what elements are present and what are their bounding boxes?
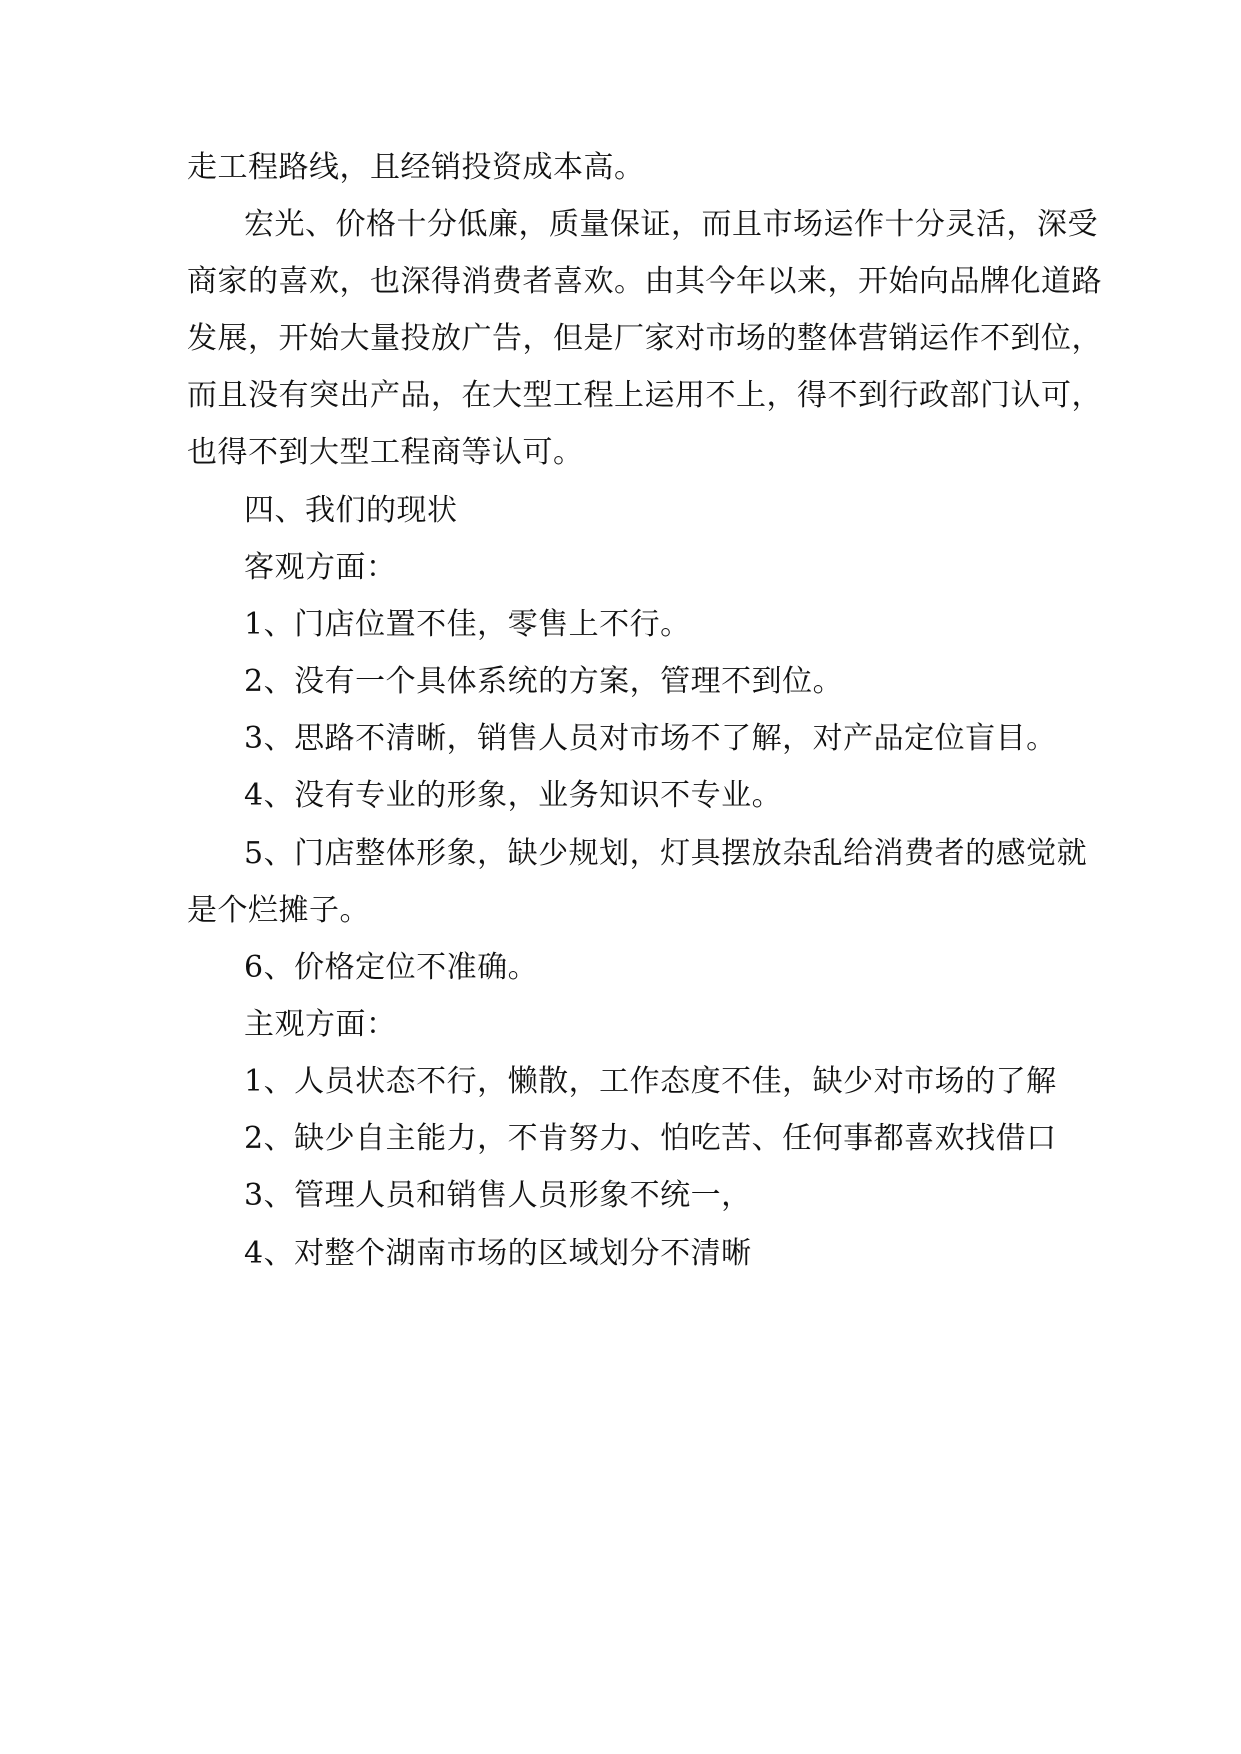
list-item: 1、门店位置不佳，零售上不行。 xyxy=(244,607,691,642)
list-item: 4、对整个湖南市场的区域划分不清晰 xyxy=(244,1236,752,1271)
paragraph-line: 商家的喜欢，也深得消费者喜欢。由其今年以来，开始向品牌化道路 xyxy=(187,264,1102,299)
list-item: 6、价格定位不准确。 xyxy=(244,950,539,985)
section-heading: 四、我们的现状 xyxy=(244,493,458,528)
list-item: 4、没有专业的形象，业务知识不专业。 xyxy=(244,778,783,813)
subsection-heading: 主观方面： xyxy=(244,1007,397,1042)
paragraph-line: 宏光、价格十分低廉，质量保证，而且市场运作十分灵活，深受 xyxy=(244,207,1098,242)
paragraph-line: 也得不到大型工程商等认可。 xyxy=(187,435,584,470)
list-item: 1、人员状态不行，懒散，工作态度不佳，缺少对市场的了解 xyxy=(244,1064,1057,1099)
list-item: 2、没有一个具体系统的方案，管理不到位。 xyxy=(244,664,844,699)
subsection-heading: 客观方面： xyxy=(244,550,397,585)
paragraph-line: 而且没有突出产品，在大型工程上运用不上，得不到行政部门认可， xyxy=(187,378,1102,413)
paragraph-line: 走工程路线，且经销投资成本高。 xyxy=(187,150,645,185)
list-item: 2、缺少自主能力，不肯努力、怕吃苦、任何事都喜欢找借口 xyxy=(244,1121,1057,1156)
list-item: 3、管理人员和销售人员形象不统一， xyxy=(244,1178,752,1213)
list-item-continuation: 是个烂摊子。 xyxy=(187,893,370,928)
list-item: 5、门店整体形象，缺少规划，灯具摆放杂乱给消费者的感觉就 xyxy=(244,836,1088,871)
list-item: 3、思路不清晰，销售人员对市场不了解，对产品定位盲目。 xyxy=(244,721,1057,756)
paragraph-line: 发展，开始大量投放广告，但是厂家对市场的整体营销运作不到位， xyxy=(187,321,1102,356)
